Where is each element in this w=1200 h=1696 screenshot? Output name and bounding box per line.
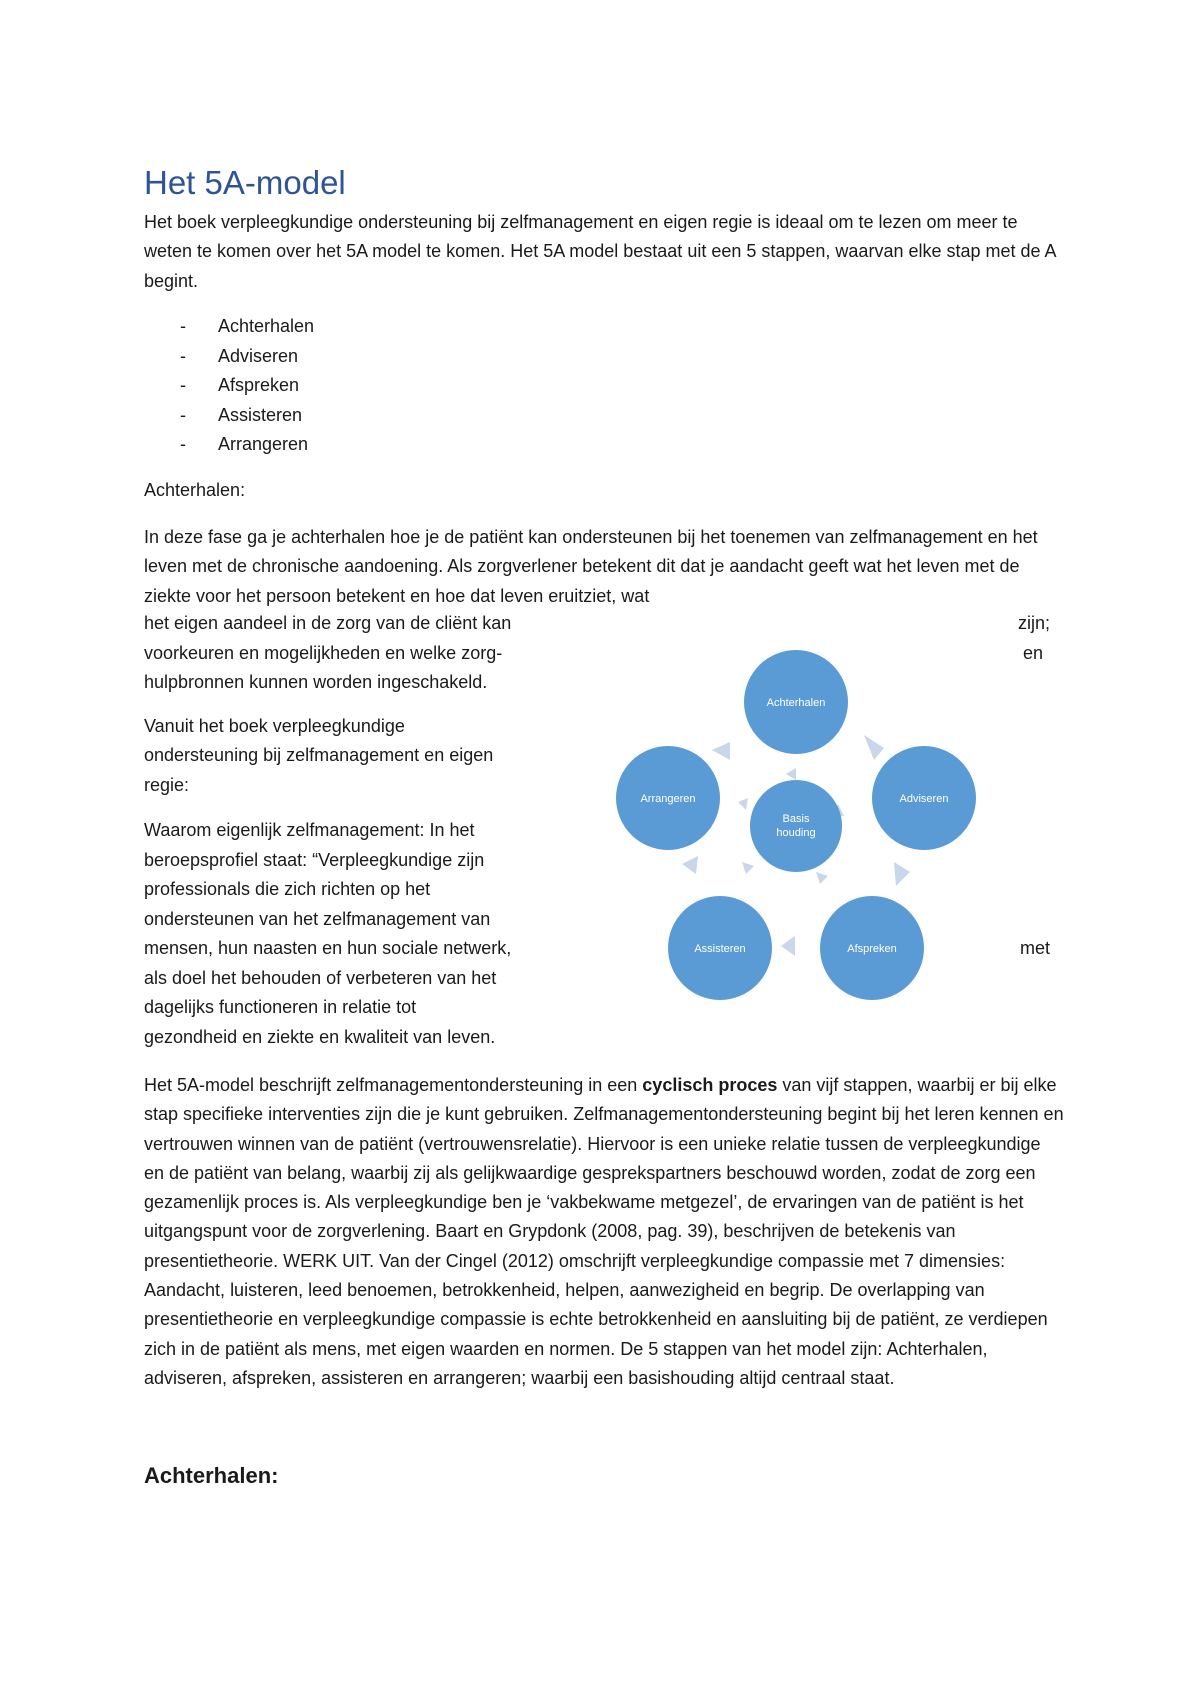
steps-list xyxy=(180,312,314,460)
node-basishouding xyxy=(750,780,842,872)
5a-cycle-diagram xyxy=(600,640,1000,1010)
list-item: - Afspreken xyxy=(180,375,300,395)
node-label: Afspreken xyxy=(847,943,897,955)
arrow-icon xyxy=(894,862,910,886)
why-line: ondersteunen van het zelfmanagement van xyxy=(144,909,491,929)
arrow-icon xyxy=(864,735,884,760)
list-item: - Arrangeren xyxy=(180,434,309,454)
quote-intro-line: regie: xyxy=(144,775,190,795)
para1-line5-right: en xyxy=(1023,643,1044,663)
why-line: beroepsprofiel staat: “Verpleegkundige zijn xyxy=(144,850,485,870)
bold-term: cyclisch proces xyxy=(642,1075,778,1095)
page-title: Het 5A-model xyxy=(144,164,346,201)
paragraph-achterhalen: In deze fase ga je achterhalen hoe je de patiënt kan ondersteunen bij het toenemen van zelfmanagement en het leven met de chronische aandoening. Als zorgverlener betekent dit dat je aandacht geeft wat het leven met de ziekte voor het persoon betekent en hoe dat leven eruitziet, wat xyxy=(144,527,1038,606)
para1-line6: hulpbronnen kunnen worden ingeschakeld. xyxy=(144,672,488,692)
center-label: houding xyxy=(776,827,816,839)
arrow-icon xyxy=(712,742,730,760)
why-line: dagelijks functioneren in relatie tot xyxy=(144,997,417,1017)
why-line: Waarom eigenlijk zelfmanagement: In het xyxy=(144,820,475,840)
arrow-icon xyxy=(786,768,796,780)
why-line: gezondheid en ziekte en kwaliteit van leven. xyxy=(144,1027,496,1047)
node-label: Assisteren xyxy=(694,943,746,955)
why-line: als doel het behouden of verbeteren van het xyxy=(144,968,497,988)
para1-line5-left: voorkeuren en mogelijkheden en welke zorg- xyxy=(144,643,503,663)
arrow-icon xyxy=(816,872,828,884)
why-line-right: met xyxy=(1020,938,1051,958)
node-label: Adviseren xyxy=(899,793,949,805)
para1-line4-left: het eigen aandeel in de zorg van de cliënt kan xyxy=(144,613,512,633)
paragraph-5a-model: Het 5A-model beschrijft zelfmanagementondersteuning in een cyclisch proces van vijf stappen, waarbij er bij elke stap specifieke interventies zijn die je kunt gebruiken. Zelfmanagementondersteuning begint bij het leren kennen en vertrouwen winnen van de patiënt (vertrouwensrelatie). Hiervoor is een unieke relatie tussen de verpleegkundige en de patiënt van belang, waarbij zij als gelijkwaardige gesprekspartners beschouwd worden, zodat de zorg een gezamenlijk proces is. Als verpleegkundige ben je ‘vakbekwame metgezel’, de ervaringen van de patiënt is het uitgangspunt voor de zorgverlening. Baart en Grypdonk (2008, pag. 39), beschrijven de betekenis van presentietheorie. WERK UIT. Van der Cingel (2012) omschrijft verpleegkundige compassie met 7 dimensies: Aandacht, luisteren, leed benoemen, betrokkenheid, helpen, aanwezigheid en begrip. De overlapping van presentietheorie en verpleegkundige compassie is echte betrokkenheid en aansluiting bij de patiënt, ze verdiepen zich in de patiënt als mens, met eigen waarden en normen. De 5 stappen van het model zijn: Achterhalen, adviseren, afspreken, assisteren en arrangeren; waarbij een basishouding altijd centraal staat. xyxy=(144,1075,1064,1388)
node-label: Achterhalen xyxy=(766,697,826,709)
para1-line4-right: zijn; xyxy=(1018,613,1051,633)
arrow-icon xyxy=(682,856,698,874)
node-label: Arrangeren xyxy=(640,793,696,805)
achterhalen-label: Achterhalen: xyxy=(144,480,246,500)
arrow-icon xyxy=(738,798,748,810)
why-line: professionals die zich richten op het xyxy=(144,879,431,899)
list-item: - Achterhalen xyxy=(180,316,315,336)
center-label: Basis xyxy=(782,813,810,825)
section-heading: Achterhalen: xyxy=(144,1463,279,1488)
quote-intro-line: ondersteuning bij zelfmanagement en eigen xyxy=(144,745,494,765)
arrow-icon xyxy=(781,936,795,956)
why-line: mensen, hun naasten en hun sociale netwerk, xyxy=(144,938,512,958)
arrow-icon xyxy=(742,862,754,874)
intro-paragraph: Het boek verpleegkundige ondersteuning bij zelfmanagement en eigen regie is ideaal om te lezen om meer te weten te komen over het 5A model te komen. Het 5A model bestaat uit een 5 stappen, waarvan elke stap met de A begint. xyxy=(144,212,1056,291)
quote-intro-line: Vanuit het boek verpleegkundige xyxy=(144,716,405,736)
list-item: - Adviseren xyxy=(180,345,299,366)
list-item: - Assisteren xyxy=(180,404,303,425)
